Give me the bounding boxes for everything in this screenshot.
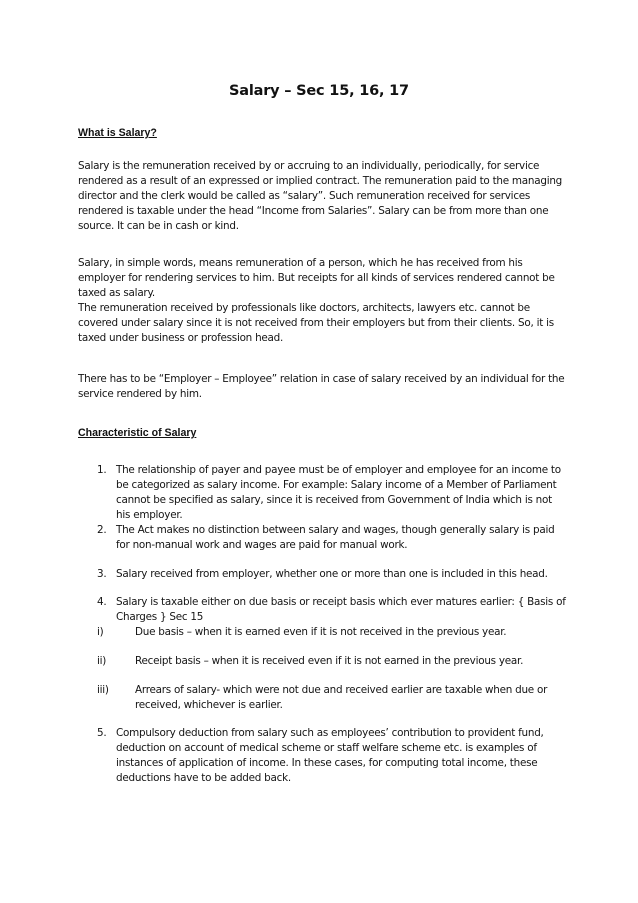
sub-list-item-number: ii) <box>97 655 107 667</box>
section-heading-what-is-salary: What is Salary? <box>78 127 157 139</box>
sub-list-item-text: Arrears of salary- which were not due and received earlier are taxable when due or received, whichever is earlier. <box>135 684 548 711</box>
sub-list-item-text: Due basis – when it is earned even if it is not received in the previous year. <box>135 626 507 638</box>
paragraph-professionals: The remuneration received by professionals like doctors, architects, lawyers etc. cannot be covered under salary since it is not received from their employers but from their clients. So, it is taxed under business or profession head. <box>78 302 554 344</box>
document-title: Salary – Sec 15, 16, 17 <box>229 83 409 99</box>
paragraph-employer-employee: There has to be “Employer – Employee” relation in case of salary received by an individual for the service rendered by him. <box>78 373 565 400</box>
list-item-text: Salary received from employer, whether one or more than one is included in this head. <box>116 568 548 580</box>
list-item-number: 1. <box>97 464 107 476</box>
list-item-number: 3. <box>97 568 107 580</box>
sub-list-item-number: iii) <box>97 684 109 696</box>
section-heading-characteristic: Characteristic of Salary <box>78 427 197 439</box>
list-item-text: The relationship of payer and payee must be of employer and employee for an income to be categorized as salary income. For example: Salary income of a Member of Parliament cannot be specified as salary, since it is received from Government of India which is not his employer. <box>116 464 561 521</box>
sub-list-item-number: i) <box>97 626 104 638</box>
list-item-number: 5. <box>97 727 107 739</box>
paragraph-simple-words: Salary, in simple words, means remuneration of a person, which he has received from his employer for rendering services to him. But receipts for all kinds of services rendered cannot be taxed as salary. <box>78 257 555 299</box>
list-item-number: 4. <box>97 596 107 608</box>
list-item-text: Salary is taxable either on due basis or receipt basis which ever matures earlier: { Basis of Charges } Sec 15 <box>116 596 566 623</box>
list-item-text: Compulsory deduction from salary such as employees’ contribution to provident fund, deduction on account of medical scheme or staff welfare scheme etc. is examples of instances of application of income. In these cases, for computing total income, these deductions have to be added back. <box>116 727 544 784</box>
sub-list-item-text: Receipt basis – when it is received even if it is not earned in the previous year. <box>135 655 524 667</box>
list-item-number: 2. <box>97 524 107 536</box>
paragraph-salary-definition: Salary is the remuneration received by or accruing to an individually, periodically, for service rendered as a result of an expressed or implied contract. The remuneration paid to the managing director and the clerk would be called as “salary”. Such remuneration received for services rendered is taxable under the head “Income from Salaries”. Salary can be from more than one source. It can be in cash or kind. <box>78 160 563 232</box>
list-item-text: The Act makes no distinction between salary and wages, though generally salary is paid for non-manual work and wages are paid for manual work. <box>116 524 555 551</box>
